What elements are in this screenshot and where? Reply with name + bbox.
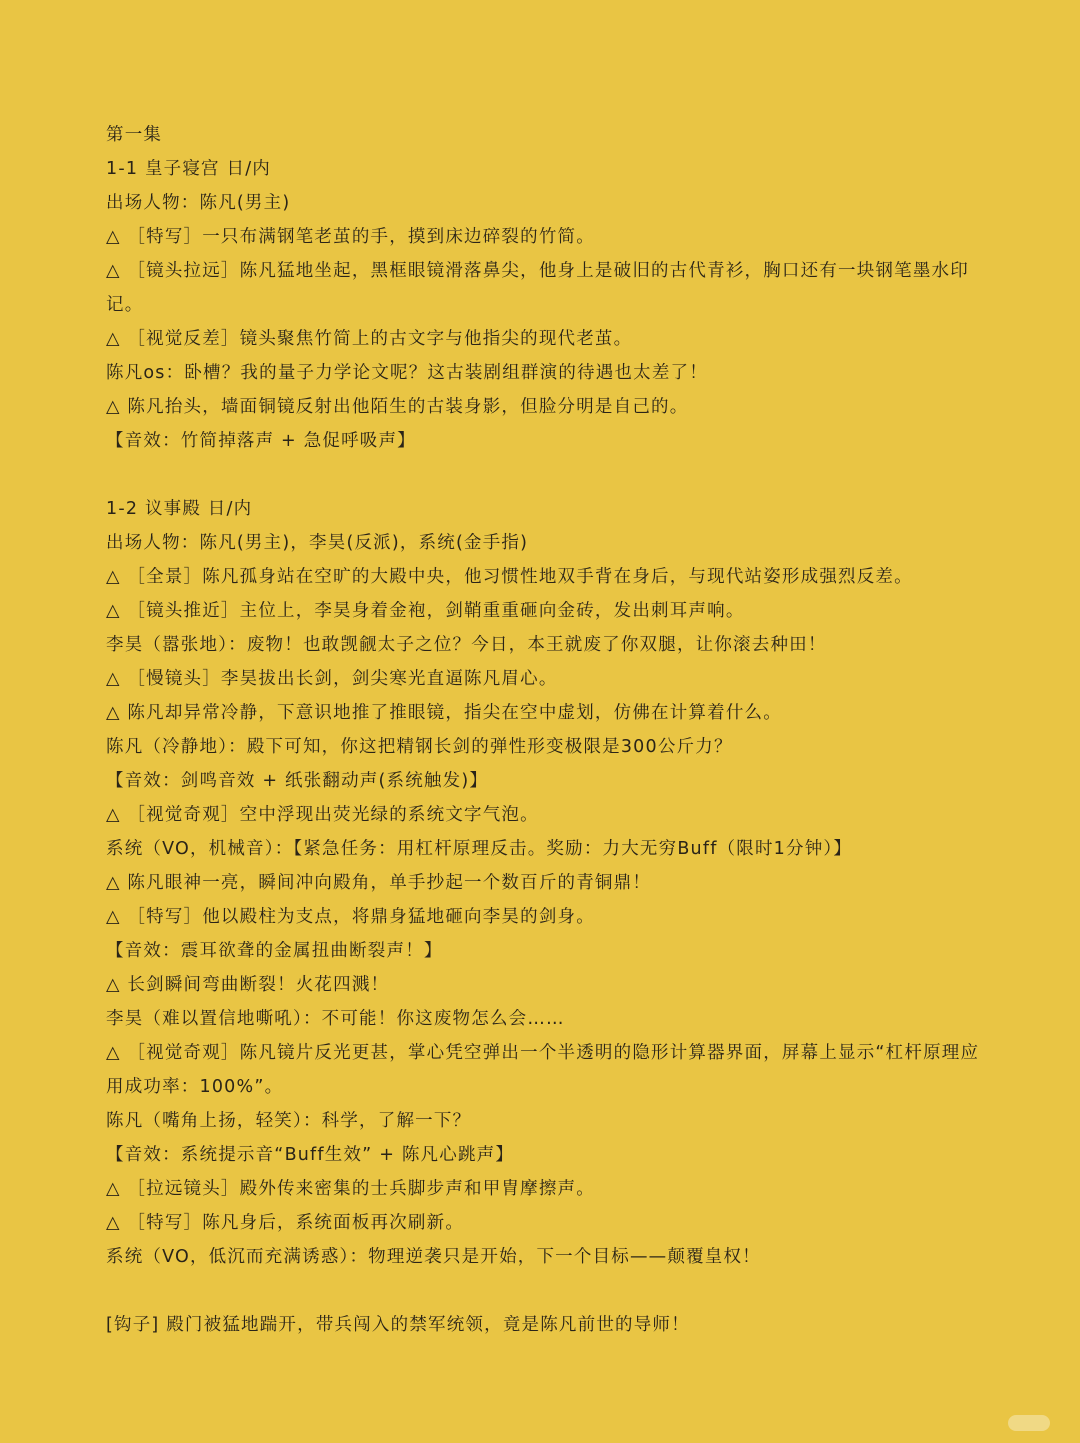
script-document — [106, 118, 996, 1342]
dialogue-line: 系统（VO，机械音）：【紧急任务：用杠杆原理反击。奖励：力大无穷Buff（限时1分钟）】 — [106, 839, 853, 859]
dialogue-line: 陈凡（冷静地）：殿下可知，你这把精钢长剑的弹性形变极限是300公斤力？ — [106, 737, 733, 757]
hook-line: [钩子] 殿门被猛地踹开，带兵闯入的禁军统领，竟是陈凡前世的导师！ — [106, 1315, 690, 1335]
episode-title: 第一集 — [106, 125, 163, 145]
script-line: △ ［镜头拉远］陈凡猛地坐起，黑框眼镜滑落鼻尖，他身上是破旧的古代青衫，胸口还有一块钢笔墨水印记。 — [106, 261, 969, 315]
scene-heading: 1-1 皇子寝宫 日/内 — [106, 159, 272, 179]
dialogue-line: 陈凡（嘴角上扬，轻笑）：科学，了解一下？ — [106, 1111, 472, 1131]
script-line: △ ［特写］一只布满钢笔老茧的手，摸到床边碎裂的竹简。 — [106, 227, 595, 247]
sound-effect-line: 【音效：竹简掉落声 + 急促呼吸声】 — [106, 431, 416, 451]
script-line: △ 陈凡却异常冷静，下意识地推了推眼镜，指尖在空中虚划，仿佛在计算着什么。 — [106, 703, 782, 723]
cast-line: 出场人物：陈凡(男主)，李昊(反派)，系统(金手指) — [106, 533, 529, 553]
script-line: △ ［拉远镜头］殿外传来密集的士兵脚步声和甲胄摩擦声。 — [106, 1179, 595, 1199]
script-line: △ ［特写］陈凡身后，系统面板再次刷新。 — [106, 1213, 465, 1233]
watermark-badge — [1008, 1415, 1050, 1431]
script-line: △ ［视觉奇观］空中浮现出荧光绿的系统文字气泡。 — [106, 805, 539, 825]
section-gap — [106, 1274, 996, 1308]
section-gap — [106, 458, 996, 492]
script-line: △ 陈凡抬头，墙面铜镜反射出他陌生的古装身影，但脸分明是自己的。 — [106, 397, 689, 417]
dialogue-line: 李昊（嚣张地）：废物！也敢觊觎太子之位？今日，本王就废了你双腿，让你滚去种田！ — [106, 635, 827, 655]
sound-effect-line: 【音效：震耳欲聋的金属扭曲断裂声！】 — [106, 941, 443, 961]
script-line: △ ［特写］他以殿柱为支点，将鼎身猛地砸向李昊的剑身。 — [106, 907, 595, 927]
sound-effect-line: 【音效：剑鸣音效 + 纸张翻动声(系统触发)】 — [106, 771, 489, 791]
script-line: △ ［慢镜头］李昊拔出长剑，剑尖寒光直逼陈凡眉心。 — [106, 669, 558, 689]
scene-heading: 1-2 议事殿 日/内 — [106, 499, 253, 519]
script-line: △ ［镜头推近］主位上，李昊身着金袍，剑鞘重重砸向金砖，发出刺耳声响。 — [106, 601, 745, 621]
dialogue-line: 陈凡os：卧槽？我的量子力学论文呢？这古装剧组群演的待遇也太差了！ — [106, 363, 708, 383]
script-line: △ ［视觉奇观］陈凡镜片反光更甚，掌心凭空弹出一个半透明的隐形计算器界面，屏幕上显示“杠杆原理应用成功率：100%”。 — [106, 1043, 980, 1097]
script-line: △ 长剑瞬间弯曲断裂！火花四溅！ — [106, 975, 390, 995]
dialogue-line: 系统（VO，低沉而充满诱惑）：物理逆袭只是开始，下一个目标——颠覆皇权！ — [106, 1247, 761, 1267]
cast-line: 出场人物：陈凡(男主) — [106, 193, 291, 213]
script-line: △ 陈凡眼神一亮，瞬间冲向殿角，单手抄起一个数百斤的青铜鼎！ — [106, 873, 652, 893]
script-line: △ ［视觉反差］镜头聚焦竹简上的古文字与他指尖的现代老茧。 — [106, 329, 633, 349]
script-line: △ ［全景］陈凡孤身站在空旷的大殿中央，他习惯性地双手背在身后，与现代站姿形成强烈反差。 — [106, 567, 913, 587]
sound-effect-line: 【音效：系统提示音“Buff生效” + 陈凡心跳声】 — [106, 1145, 515, 1165]
dialogue-line: 李昊（难以置信地嘶吼）：不可能！你这废物怎么会…… — [106, 1009, 565, 1029]
